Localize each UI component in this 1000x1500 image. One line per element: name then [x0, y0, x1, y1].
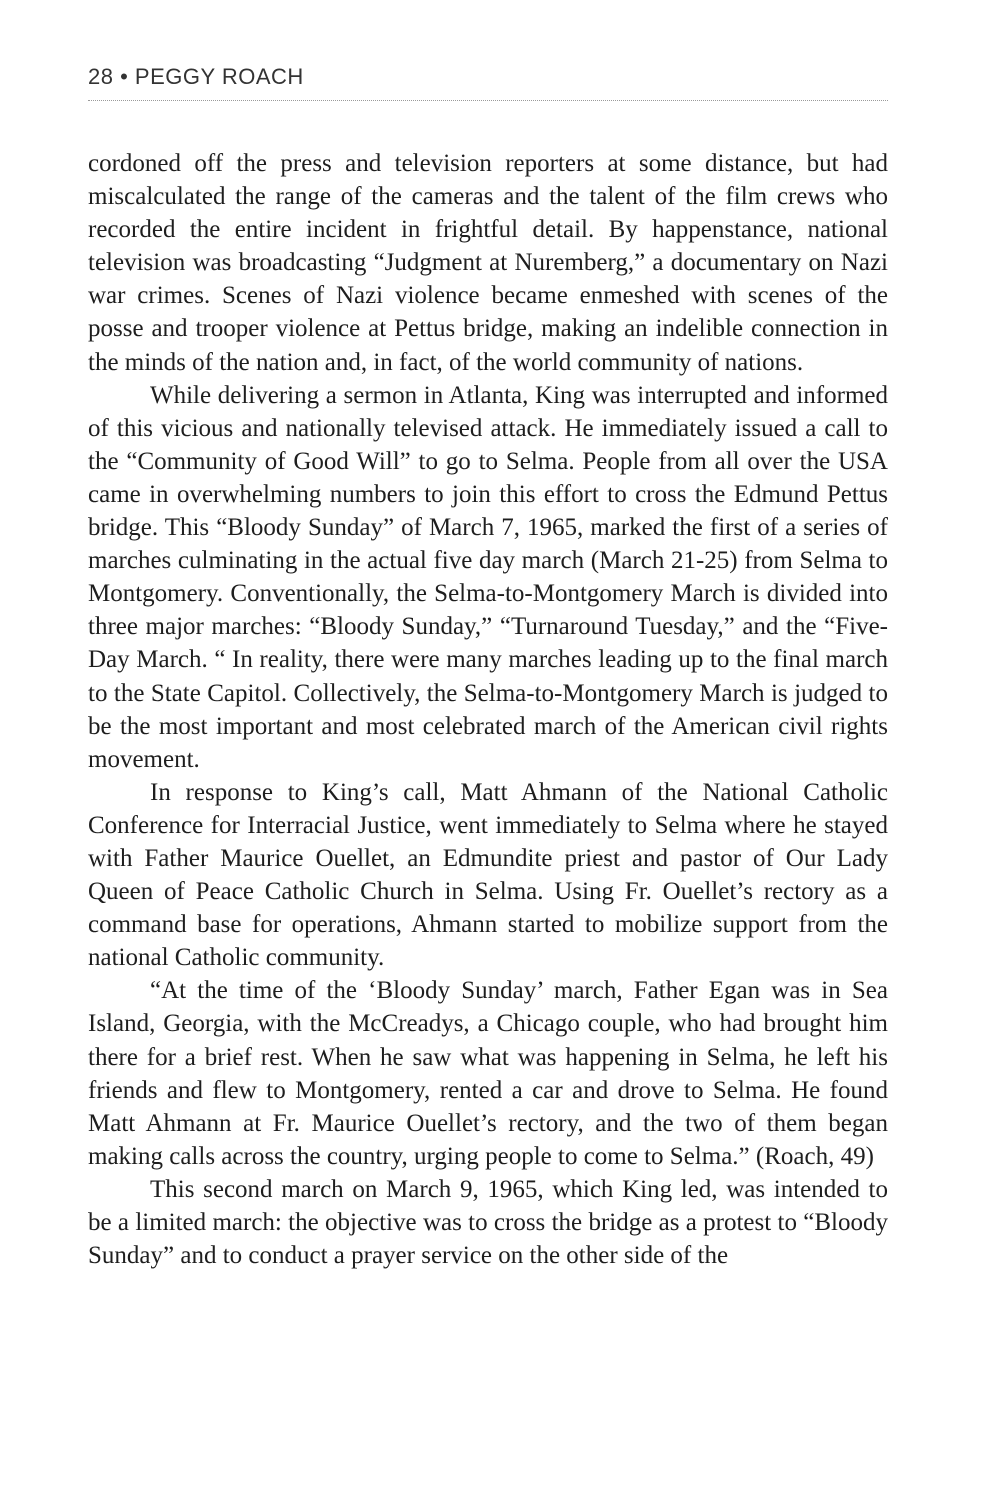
body-text [88, 147, 888, 1272]
paragraph-quote: “At the time of the ‘Bloody Sunday’ march, Father Egan was in Sea Island, Georgia, with the McCreadys, a Chicago couple, who had brought him there for a brief rest. When he saw what was happening in Selma, he left his friends and flew to Montgomery, rented a car and drove to Selma. He found Matt Ahmann at Fr. Maurice Ouellet’s rectory, and the two of them began making calls across the country, urging people to come to Selma.” (Roach, 49) [88, 977, 888, 1170]
paragraph: While delivering a sermon in Atlanta, King was interrupted and informed of this vicious and nationally televised attack. He immediately issued a call to the “Community of Good Will” to go to Selma. People from all over the USA came in overwhelming numbers to join this effort to cross the Edmund Pettus bridge. This “Bloody Sunday” of March 7, 1965, marked the first of a series of marches culminating in the actual five day march (March 21-25) from Selma to Montgomery. Conventionally, the Selma-to-Montgomery March is divided into three major marches: “Bloody Sunday,” “Turnaround Tuesday,” and the “Five-Day March. “ In reality, there were many marches leading up to the final march to the State Capitol. Collectively, the Selma-to-Montgomery March is judged to be the most important and most celebrated march of the American civil rights movement. [88, 381, 888, 773]
running-head: 28 • PEGGY ROACH [88, 62, 888, 101]
paragraph-continued: cordoned off the press and television reporters at some distance, but had miscalculated the range of the cameras and the talent of the film crews who recorded the entire incident in frightful detail. By happenstance, national television was broadcasting “Judgment at Nuremberg,” a documentary on Nazi war crimes. Scenes of Nazi violence became enmeshed with scenes of the posse and trooper violence at Pettus bridge, making an indelible connection in the minds of the nation and, in fact, of the world community of nations. [88, 150, 888, 376]
paragraph: In response to King’s call, Matt Ahmann of the National Catholic Conference for Interracial Justice, went immediately to Selma where he stayed with Father Maurice Ouellet, an Edmundite priest and pastor of Our Lady Queen of Peace Catholic Church in Selma. Using Fr. Ouellet’s rectory as a command base for operations, Ahmann started to mobilize support from the national Catholic community. [88, 778, 888, 972]
paragraph: This second march on March 9, 1965, which King led, was intended to be a limited march: the objective was to cross the bridge as a protest to “Bloody Sunday” and to conduct a prayer service on the other side of the [88, 1175, 888, 1270]
book-page [88, 62, 888, 1272]
